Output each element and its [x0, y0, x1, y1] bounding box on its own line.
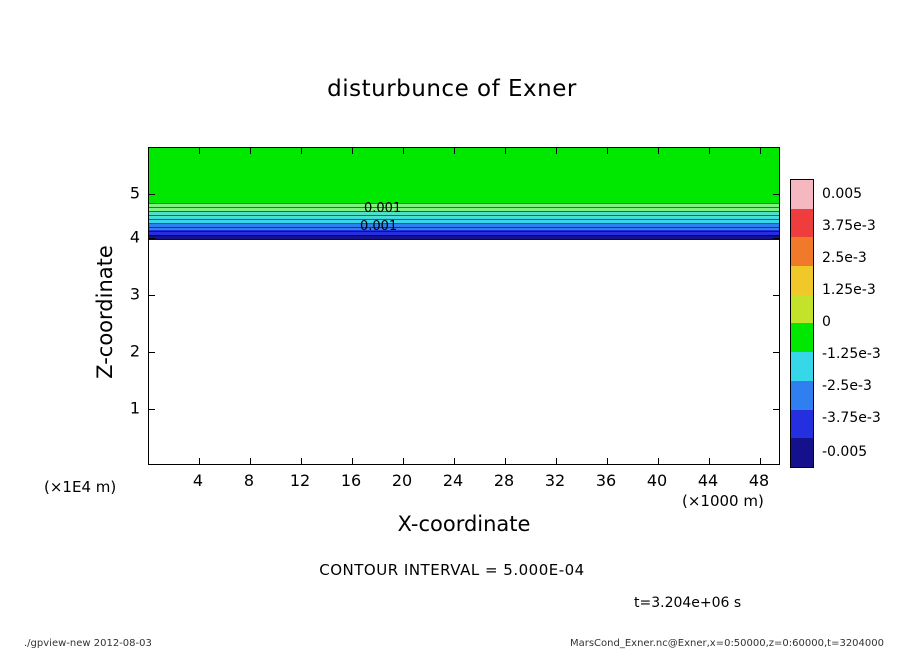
y-tick-right	[773, 295, 779, 296]
x-tick-bottom	[505, 458, 506, 464]
y-tick-label: 3	[129, 284, 140, 304]
colorbar-tick-label: 2.5e-3	[822, 250, 867, 266]
x-tick-bottom	[658, 458, 659, 464]
colorbar-tick-label: -1.25e-3	[822, 346, 881, 362]
x-tick-bottom	[454, 458, 455, 464]
colorbar-cell	[791, 410, 813, 439]
contour-line	[149, 235, 779, 236]
x-tick-bottom	[250, 458, 251, 464]
footer-left-text: ./gpview-new 2012-08-03	[24, 638, 152, 649]
contour-interval-label: CONTOUR INTERVAL = 5.000E-04	[319, 561, 585, 579]
colorbar-cell	[791, 323, 813, 352]
colorbar-tick-label: -3.75e-3	[822, 410, 881, 426]
x-tick-bottom	[556, 458, 557, 464]
x-tick-top	[199, 148, 200, 154]
colorbar-tick-label: -0.005	[822, 444, 868, 460]
x-tick-bottom	[709, 458, 710, 464]
contour-line	[149, 239, 779, 240]
x-tick-top	[403, 148, 404, 154]
y-axis-unit: (×1E4 m)	[44, 478, 117, 496]
contour-line	[149, 231, 779, 232]
colorbar-tick-label: -2.5e-3	[822, 378, 872, 394]
field-band-blank	[149, 240, 779, 465]
colorbar-cell	[791, 295, 813, 324]
contour-label: 0.001	[360, 219, 398, 234]
colorbar-cell	[791, 237, 813, 266]
y-tick-right	[773, 409, 779, 410]
x-tick-label: 20	[391, 471, 413, 490]
x-tick-top	[607, 148, 608, 154]
x-tick-label: 24	[442, 471, 464, 490]
x-axis-unit: (×1000 m)	[682, 492, 764, 510]
x-tick-label: 40	[646, 471, 668, 490]
x-tick-label: 16	[340, 471, 362, 490]
page-title: disturbunce of Exner	[327, 76, 577, 102]
y-tick-label: 4	[129, 227, 140, 247]
field-band-zero	[149, 148, 779, 203]
x-tick-top	[301, 148, 302, 154]
y-tick-left	[149, 194, 155, 195]
time-label: t=3.204e+06 s	[634, 595, 742, 611]
x-tick-label: 28	[493, 471, 515, 490]
contour-line	[149, 203, 779, 204]
y-tick-left	[149, 238, 155, 239]
colorbar-tick-label: 0	[822, 314, 831, 330]
x-tick-label: 4	[192, 471, 204, 490]
contour-line	[149, 215, 779, 216]
footer-right-text: MarsCond_Exner.nc@Exner,x=0:50000,z=0:60000,t=3204000	[569, 638, 884, 649]
x-axis-title: X-coordinate	[397, 512, 531, 536]
y-tick-left	[149, 409, 155, 410]
x-tick-top	[454, 148, 455, 154]
x-tick-bottom	[403, 458, 404, 464]
y-tick-label: 5	[129, 183, 140, 203]
colorbar-cell	[791, 381, 813, 410]
y-tick-label: 2	[129, 341, 140, 361]
x-tick-top	[250, 148, 251, 154]
y-tick-left	[149, 295, 155, 296]
x-tick-top	[556, 148, 557, 154]
y-tick-left	[149, 352, 155, 353]
x-tick-bottom	[352, 458, 353, 464]
y-tick-right	[773, 352, 779, 353]
x-tick-label: 44	[697, 471, 719, 490]
x-tick-label: 48	[748, 471, 770, 490]
x-tick-top	[658, 148, 659, 154]
contour-line	[149, 223, 779, 224]
x-tick-top	[352, 148, 353, 154]
x-tick-label: 8	[243, 471, 255, 490]
x-tick-bottom	[607, 458, 608, 464]
colorbar-cell	[791, 266, 813, 295]
x-tick-label: 12	[289, 471, 311, 490]
plot-area	[148, 147, 780, 465]
y-tick-right	[773, 238, 779, 239]
x-tick-bottom	[199, 458, 200, 464]
contour-line	[149, 211, 779, 212]
colorbar-cell	[791, 209, 813, 238]
colorbar-tick-label: 1.25e-3	[822, 282, 876, 298]
contour-line	[149, 207, 779, 208]
contour-line	[149, 227, 779, 228]
x-tick-top	[709, 148, 710, 154]
y-tick-right	[773, 194, 779, 195]
x-tick-top	[760, 148, 761, 154]
colorbar-tick-label: 3.75e-3	[822, 218, 876, 234]
colorbar-cell	[791, 352, 813, 381]
colorbar-tick-label: 0.005	[822, 186, 863, 202]
x-tick-bottom	[301, 458, 302, 464]
x-tick-top	[505, 148, 506, 154]
colorbar-cell	[791, 438, 813, 467]
colorbar	[790, 179, 814, 468]
x-tick-label: 36	[595, 471, 617, 490]
y-tick-label: 1	[129, 398, 140, 418]
x-tick-bottom	[760, 458, 761, 464]
colorbar-cell	[791, 180, 813, 209]
contour-label: 0.001	[364, 201, 402, 216]
contour-line	[149, 219, 779, 220]
x-tick-label: 32	[544, 471, 566, 490]
y-axis-title: Z-coordinate	[93, 245, 117, 379]
